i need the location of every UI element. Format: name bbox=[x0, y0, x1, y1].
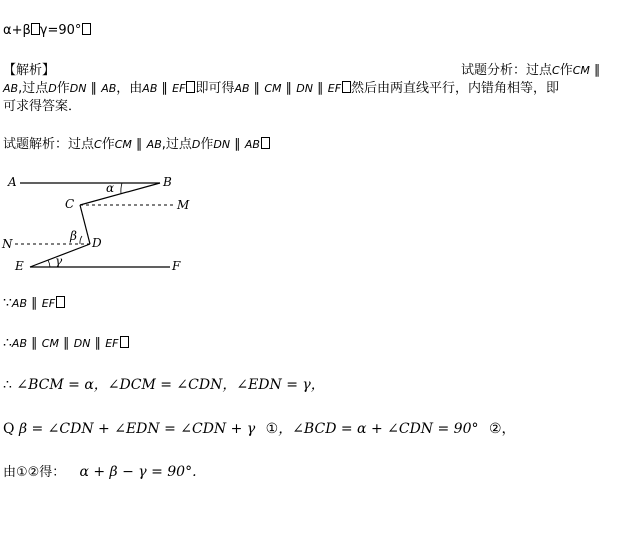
angle-equalities-line bbox=[3, 376, 325, 394]
parallel-symbol: ∥ bbox=[253, 81, 261, 96]
analysis-label: 试题分析：过点 bbox=[461, 63, 553, 78]
line-cd-segment bbox=[80, 205, 90, 244]
line-cm: CM bbox=[114, 138, 132, 151]
missing-glyph-box bbox=[56, 296, 65, 308]
analysis-line-3 bbox=[3, 98, 81, 116]
line-ab: AB bbox=[3, 82, 19, 95]
text-segment: ,过点 bbox=[161, 137, 192, 152]
line-ef: EF bbox=[105, 337, 119, 350]
equation-text: ，∠BCD = α + ∠CDN = 90° bbox=[278, 421, 479, 437]
point-c: C bbox=[552, 64, 560, 77]
line-ab: AB bbox=[142, 82, 158, 95]
line-ab: AB bbox=[101, 82, 117, 95]
parallel-symbol: ∥ bbox=[63, 336, 70, 351]
zuo-text: 作 bbox=[101, 137, 115, 152]
therefore-symbol: ∴ bbox=[3, 335, 12, 351]
parallel-symbol: ∥ bbox=[161, 81, 169, 96]
line-dn: DN bbox=[296, 82, 313, 95]
analysis-line-1 bbox=[461, 62, 601, 80]
parallel-symbol: ∥ bbox=[31, 336, 38, 351]
angle-gamma-label: γ bbox=[55, 254, 63, 268]
circle-two-marker: ② bbox=[488, 421, 502, 437]
therefore-line bbox=[3, 334, 129, 353]
label-e: E bbox=[15, 259, 24, 273]
because-line bbox=[3, 294, 65, 313]
parallel-symbol: ∥ bbox=[594, 63, 601, 78]
circle-one-marker: ① bbox=[265, 421, 279, 437]
beta-equation-line bbox=[3, 420, 516, 438]
parallel-symbol: ∥ bbox=[317, 81, 324, 96]
label-f: F bbox=[172, 259, 181, 273]
missing-glyph-box bbox=[31, 23, 40, 35]
line-ef: EF bbox=[41, 297, 56, 310]
text-segment: ，由 bbox=[116, 81, 143, 96]
label-d: D bbox=[92, 236, 102, 250]
parallel-symbol: ∥ bbox=[234, 137, 241, 152]
line-dn: DN bbox=[69, 82, 87, 95]
angle-alpha-arc bbox=[121, 183, 122, 194]
line-dn: DN bbox=[73, 337, 91, 350]
line-ab: AB bbox=[234, 82, 250, 95]
answer-part-1: α+β bbox=[3, 23, 31, 38]
line-dn: DN bbox=[213, 138, 231, 151]
label-m: M bbox=[177, 198, 190, 212]
label-b: B bbox=[163, 175, 172, 189]
missing-glyph-box bbox=[82, 23, 91, 35]
solution-label: 试题解析：过点 bbox=[3, 137, 95, 152]
parallel-symbol: ∥ bbox=[94, 336, 102, 351]
line-ab: AB bbox=[244, 138, 260, 151]
label-c: C bbox=[65, 197, 75, 211]
answer-part-2: γ=90° bbox=[39, 23, 82, 38]
q-symbol: Q bbox=[3, 421, 15, 437]
solution-line bbox=[3, 136, 270, 154]
geometry-diagram bbox=[0, 168, 210, 278]
point-d: D bbox=[48, 82, 57, 95]
line-ab: AB bbox=[11, 337, 27, 350]
angle-beta-label: β bbox=[70, 229, 77, 243]
label-a: A bbox=[8, 175, 17, 189]
top-answer bbox=[3, 22, 91, 40]
angle-alpha-label: α bbox=[106, 181, 115, 195]
parallel-symbol: ∥ bbox=[31, 296, 38, 311]
comma: ， bbox=[501, 421, 516, 437]
because-symbol: ∵ bbox=[3, 295, 12, 311]
text-segment: 即可得 bbox=[195, 81, 235, 96]
zuo-text: 作 bbox=[56, 81, 70, 96]
final-line bbox=[3, 463, 197, 482]
point-c: C bbox=[94, 138, 102, 151]
line-cm: CM bbox=[572, 64, 590, 77]
final-prefix: 由①②得： bbox=[3, 465, 66, 480]
line-ef: EF bbox=[327, 82, 342, 95]
line-cm: CM bbox=[41, 337, 59, 350]
analysis-heading bbox=[3, 62, 55, 80]
line-bc-segment bbox=[80, 183, 160, 205]
line-ab: AB bbox=[146, 138, 162, 151]
text-segment: ,过点 bbox=[18, 81, 49, 96]
angle-beta-arc bbox=[80, 236, 82, 244]
point-d: D bbox=[191, 138, 201, 151]
line-ef: EF bbox=[172, 82, 186, 95]
text-segment: 可求得答案． bbox=[3, 99, 82, 114]
missing-glyph-box bbox=[261, 137, 270, 149]
label-n: N bbox=[2, 237, 13, 251]
missing-glyph-box bbox=[120, 336, 129, 348]
angle-gamma-arc bbox=[48, 260, 50, 267]
therefore-symbol: ∴ bbox=[3, 377, 12, 393]
zuo-text: 作 bbox=[200, 137, 214, 152]
missing-glyph-box bbox=[342, 81, 351, 93]
parallel-symbol: ∥ bbox=[285, 81, 293, 96]
parallel-symbol: ∥ bbox=[136, 137, 143, 152]
zuo-text: 作 bbox=[559, 63, 573, 78]
final-equation: α + β − γ = 90°. bbox=[79, 464, 197, 480]
equation-text: β = ∠CDN + ∠EDN = ∠CDN + γ bbox=[18, 421, 256, 437]
line-ab: AB bbox=[11, 297, 27, 310]
equation-text: ∠BCM = α，∠DCM = ∠CDN，∠EDN = γ， bbox=[16, 377, 325, 393]
heading-text: 【解析】 bbox=[3, 63, 56, 78]
parallel-symbol: ∥ bbox=[90, 81, 98, 96]
line-cm: CM bbox=[264, 82, 282, 95]
text-segment: 然后由两直线平行，内错角相等，即 bbox=[351, 81, 560, 96]
analysis-line-2 bbox=[3, 80, 559, 98]
